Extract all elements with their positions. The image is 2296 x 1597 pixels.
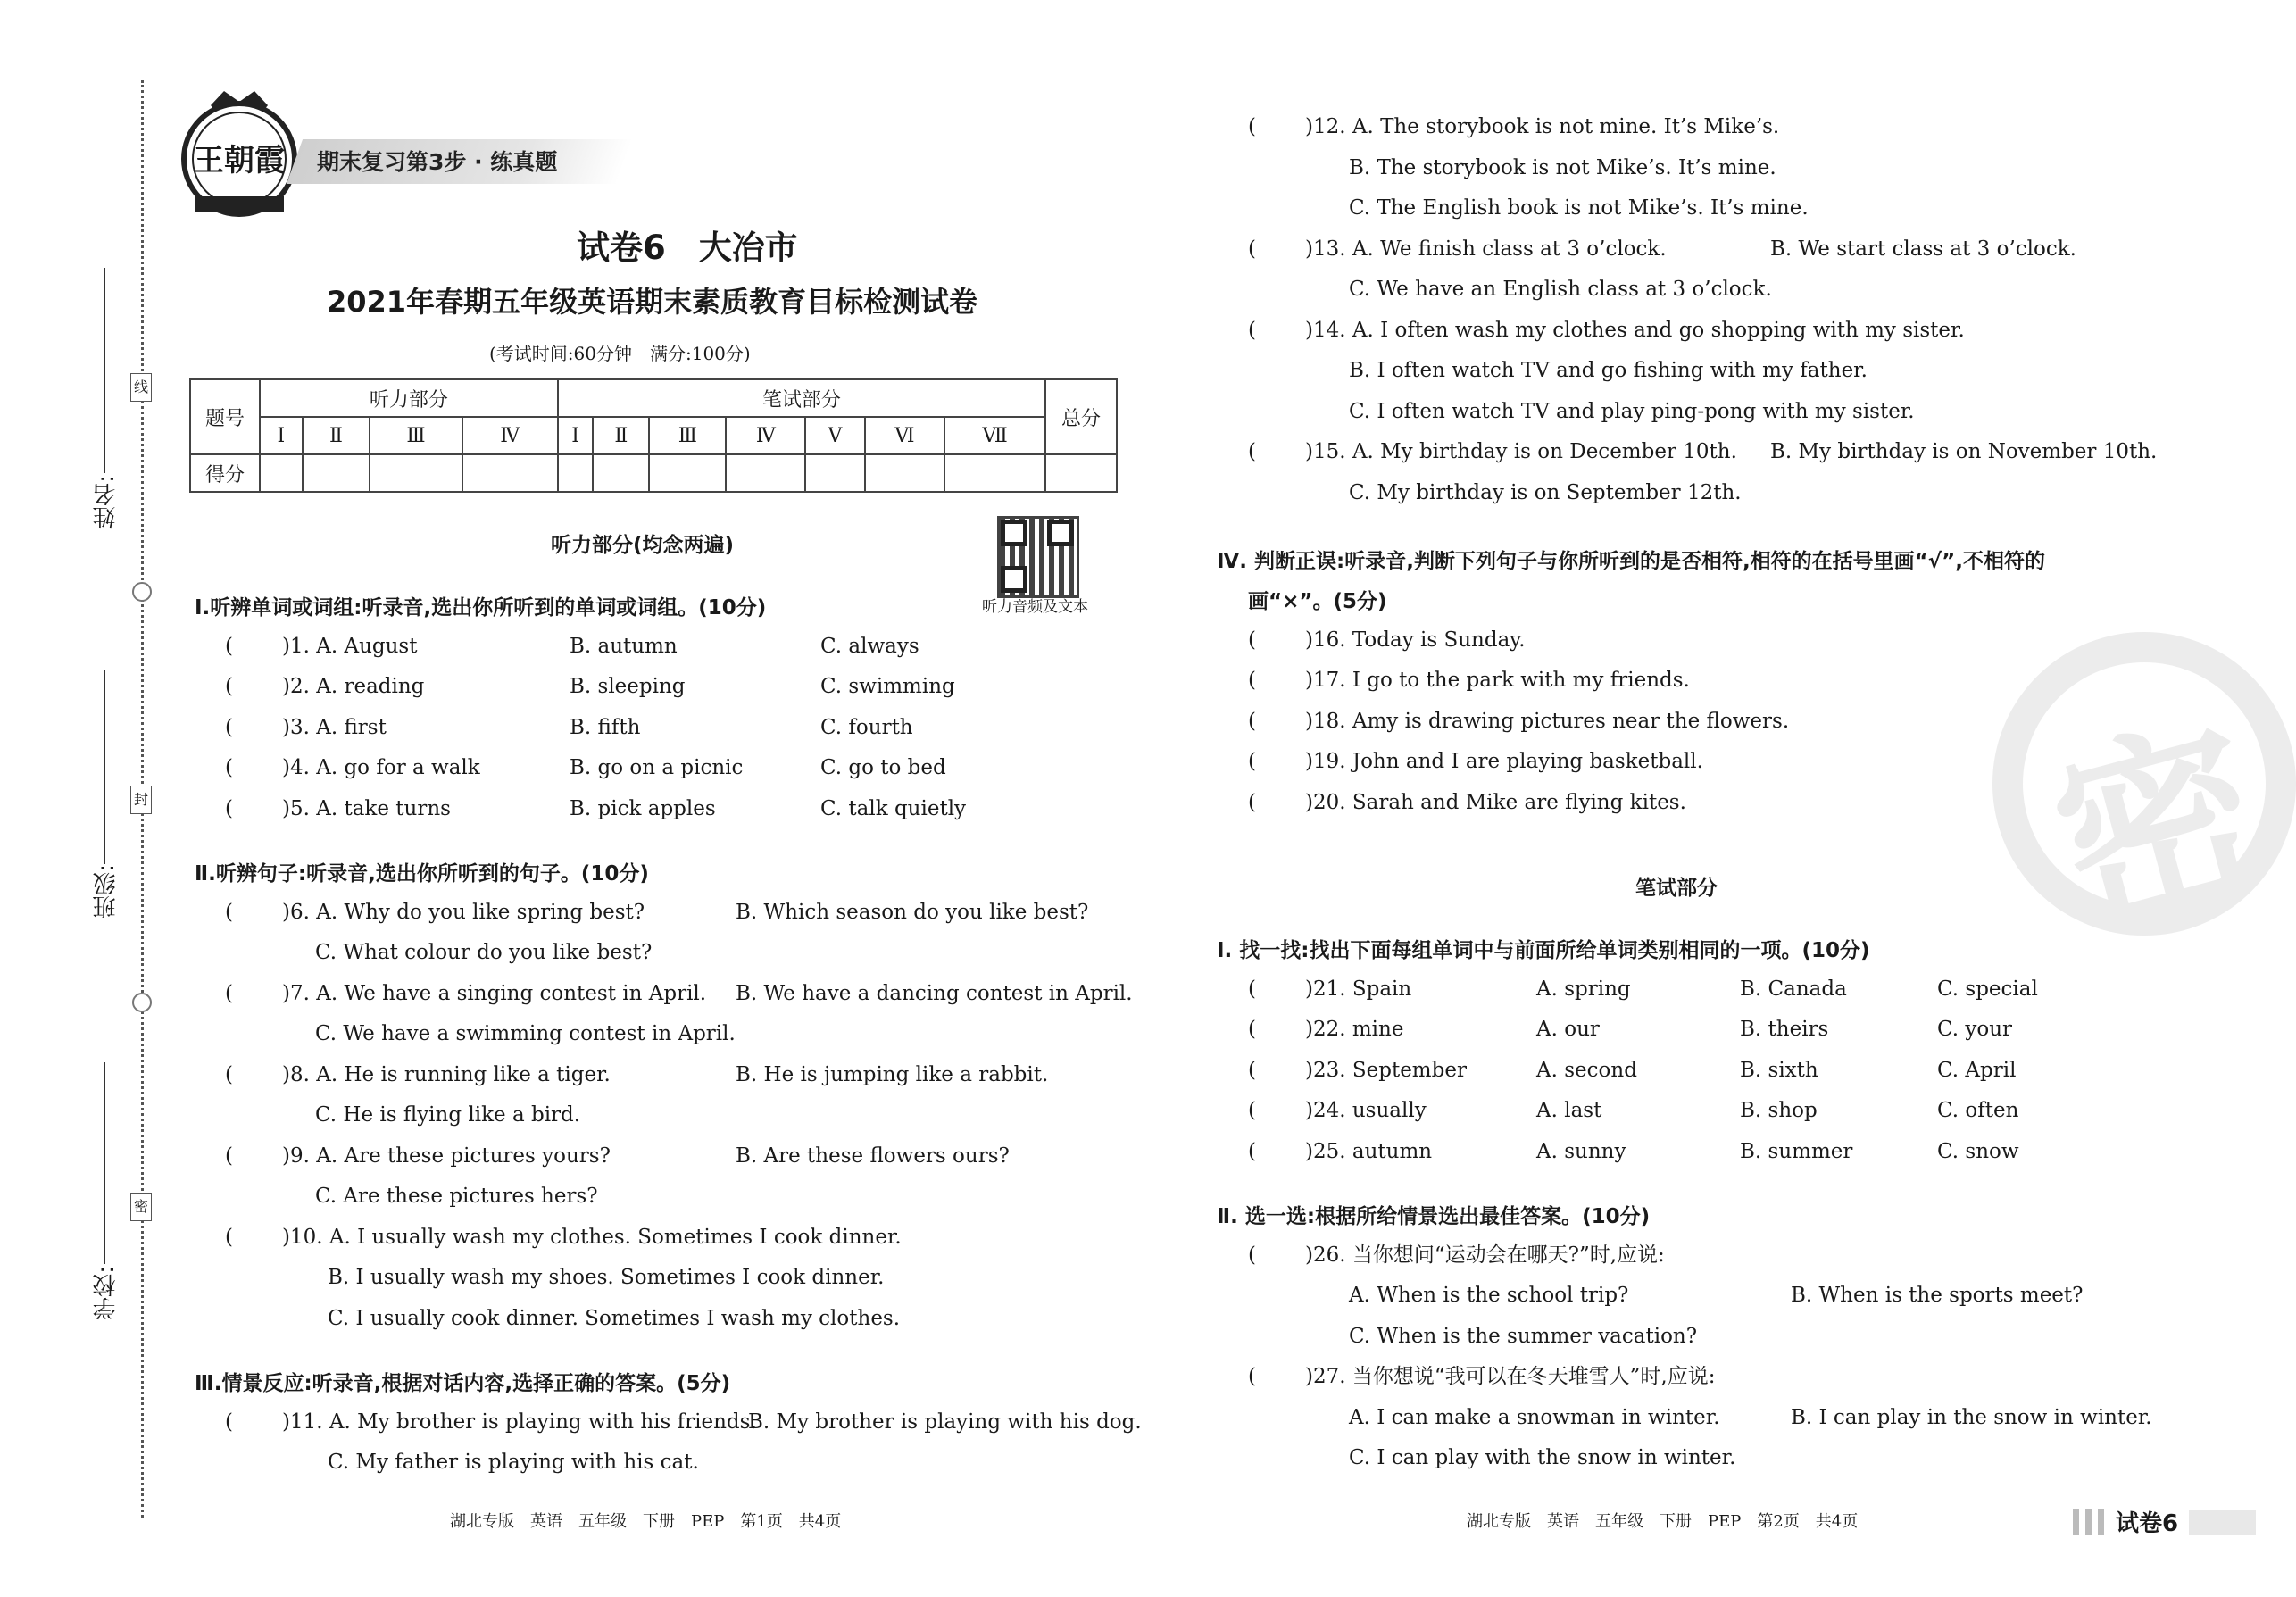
paren[interactable]: ( [225, 901, 233, 924]
score-cell[interactable] [370, 454, 462, 492]
q8-a: )8. A. He is running like a tiger. [282, 1063, 611, 1086]
paren[interactable]: ( [225, 1410, 233, 1434]
footer-right: 湖北专版 英语 五年级 下册 PEP 第2页 共4页 [1467, 1512, 1859, 1531]
q8-c: C. He is flying like a bird. [315, 1103, 581, 1127]
score-cell[interactable] [558, 454, 594, 492]
written-header: 笔试部分 [558, 379, 1045, 417]
score-cell[interactable] [649, 454, 726, 492]
written-heading: 笔试部分 [1635, 877, 1718, 900]
score-cell[interactable] [260, 454, 303, 492]
footer-paper-tag: 试卷6 [2116, 1510, 2179, 1537]
q11-b: B. My brother is playing with his dog. [748, 1410, 1142, 1434]
qr-caption: 听力音频及文本 [982, 598, 1088, 616]
q7-b: B. We have a dancing contest in April. [736, 982, 1133, 1005]
col-written-3: Ⅲ [649, 417, 726, 454]
class-field[interactable] [104, 670, 105, 864]
q17: )17. I go to the park with my friends. [1305, 669, 1690, 692]
total-header: 总分 [1045, 379, 1117, 454]
paren[interactable]: ( [1248, 440, 1256, 463]
score-cell[interactable] [462, 454, 558, 492]
score-cell[interactable] [865, 454, 945, 492]
q5-b: B. pick apples [570, 797, 716, 820]
paren[interactable]: ( [225, 1226, 233, 1249]
q9-c: C. Are these pictures hers? [315, 1185, 598, 1208]
logo-text: 王朝霞 [194, 143, 285, 179]
q3-a: )3. A. first [282, 716, 387, 739]
q26-a: A. When is the school trip? [1349, 1284, 1629, 1307]
q12-c: C. The English book is not Mike’s. It’s mine. [1349, 196, 1809, 220]
q5-a: )5. A. take turns [282, 797, 451, 820]
q15-b: B. My birthday is on November 10th. [1770, 440, 2158, 463]
q13-b: B. We start class at 3 o’clock. [1770, 237, 2076, 261]
q27-b: B. I can play in the snow in winter. [1791, 1406, 2152, 1429]
q8-b: B. He is jumping like a rabbit. [736, 1063, 1049, 1086]
q15-c: C. My birthday is on September 12th. [1349, 481, 1742, 504]
binding-dot-2 [132, 993, 152, 1012]
paren[interactable]: ( [1248, 319, 1256, 342]
written-section-2-title: Ⅱ. 选一选:根据所给情景选出最佳答案。(10分) [1217, 1205, 1651, 1228]
q1-b: B. autumn [570, 635, 678, 658]
binding-mark-feng: 封 [130, 786, 152, 814]
name-field[interactable] [104, 268, 105, 473]
q27-c: C. I can play with the snow in winter. [1349, 1446, 1736, 1469]
q4-b: B. go on a picnic [570, 756, 744, 779]
q21-c: C. special [1937, 977, 2038, 1001]
q15-a: )15. A. My birthday is on December 10th. [1305, 440, 1737, 463]
q11-a: )11. A. My brother is playing with his friends. [282, 1410, 757, 1434]
q25-c: C. snow [1937, 1140, 2019, 1163]
q12-a: )12. A. The storybook is not mine. It’s Mike’s. [1305, 115, 1780, 138]
section-3-title: Ⅲ.情景反应:听录音,根据对话内容,选择正确的答案。(5分) [195, 1372, 731, 1395]
q27: )27. 当你想说“我可以在冬天堆雪人”时,应说: [1305, 1365, 1716, 1388]
q20: )20. Sarah and Mike are flying kites. [1305, 791, 1686, 814]
q13-a: )13. A. We finish class at 3 o’clock. [1305, 237, 1667, 261]
q23-c: C. April [1937, 1059, 2017, 1082]
q18: )18. Amy is drawing pictures near the flowers. [1305, 710, 1790, 733]
paren[interactable]: ( [1248, 115, 1256, 138]
q6-c: C. What colour do you like best? [315, 941, 653, 964]
paren[interactable]: ( [225, 716, 233, 739]
col-written-2: Ⅱ [593, 417, 649, 454]
paren[interactable]: ( [1248, 1140, 1256, 1163]
col-written-4: Ⅳ [726, 417, 805, 454]
q11-c: C. My father is playing with his cat. [328, 1451, 699, 1474]
q26-c: C. When is the summer vacation? [1349, 1325, 1698, 1348]
paper-title: 试卷6 大冶市 [577, 229, 798, 267]
school-field[interactable] [104, 1062, 105, 1264]
q25-a: A. sunny [1536, 1140, 1626, 1163]
score-cell[interactable] [805, 454, 864, 492]
score-row-label: 得分 [190, 454, 260, 492]
q23: )23. September [1305, 1059, 1467, 1082]
q3-b: B. fifth [570, 716, 641, 739]
logo-ribbon [195, 196, 284, 212]
q16: )16. Today is Sunday. [1305, 628, 1526, 652]
q1-c: C. always [820, 635, 919, 658]
step-banner-text: 期末复习第3步 · 练真题 [317, 149, 558, 175]
q4-c: C. go to bed [820, 756, 946, 779]
q6-b: B. Which season do you like best? [736, 901, 1089, 924]
q22-c: C. your [1937, 1018, 2013, 1041]
section-2-title: Ⅱ.听辨句子:听录音,选出你所听到的句子。(10分) [195, 862, 649, 886]
col-written-1: Ⅰ [558, 417, 594, 454]
q21: )21. Spain [1305, 977, 1412, 1001]
score-table [189, 378, 1118, 493]
paren[interactable]: ( [1248, 628, 1256, 652]
q24-b: B. shop [1740, 1099, 1818, 1122]
paren[interactable]: ( [1248, 791, 1256, 814]
paren[interactable]: ( [1248, 1018, 1256, 1041]
q27-a: A. I can make a snowman in winter. [1349, 1406, 1720, 1429]
binding-dot-1 [132, 582, 152, 602]
q14-a: )14. A. I often wash my clothes and go shopping with my sister. [1305, 319, 1965, 342]
q7-a: )7. A. We have a singing contest in April. [282, 982, 707, 1005]
q22-a: A. our [1536, 1018, 1600, 1041]
paren[interactable]: ( [225, 1063, 233, 1086]
q10-b: B. I usually wash my shoes. Sometimes I cook dinner. [328, 1266, 885, 1289]
score-table-header-label: 题号 [190, 379, 260, 454]
q9-b: B. Are these flowers ours? [736, 1144, 1010, 1168]
col-listening-2: Ⅱ [303, 417, 370, 454]
listening-heading: 听力部分(均念两遍) [551, 534, 735, 557]
q10-c: C. I usually cook dinner. Sometimes I wash my clothes. [328, 1307, 901, 1330]
q2-a: )2. A. reading [282, 675, 425, 698]
paren[interactable]: ( [1248, 1243, 1256, 1267]
paren[interactable]: ( [1248, 237, 1256, 261]
paren[interactable]: ( [225, 1144, 233, 1168]
paren[interactable]: ( [225, 756, 233, 779]
q12-b: B. The storybook is not Mike’s. It’s mine. [1349, 156, 1776, 179]
paren[interactable]: ( [225, 635, 233, 658]
q5-c: C. talk quietly [820, 797, 967, 820]
binding-mark-mi: 密 [130, 1193, 152, 1221]
q21-a: A. spring [1536, 977, 1631, 1001]
name-label: 姓名: [93, 475, 120, 529]
paren[interactable]: ( [1248, 977, 1256, 1001]
q14-b: B. I often watch TV and go fishing with my father. [1349, 359, 1868, 382]
section-1-title: Ⅰ.听辨单词或词组:听录音,选出你所听到的单词或词组。(10分) [195, 596, 767, 620]
paren[interactable]: ( [1248, 710, 1256, 733]
score-cell[interactable] [1045, 454, 1117, 492]
q7-c: C. We have a swimming contest in April. [315, 1022, 736, 1045]
paren[interactable]: ( [1248, 1365, 1256, 1388]
q26: )26. 当你想问“运动会在哪天?”时,应说: [1305, 1243, 1665, 1267]
q24: )24. usually [1305, 1099, 1427, 1122]
qr-corner-tr [1047, 520, 1074, 546]
col-listening-1: Ⅰ [260, 417, 303, 454]
q25-b: B. summer [1740, 1140, 1853, 1163]
footer-tag-bar [2189, 1510, 2256, 1535]
q25: )25. autumn [1305, 1140, 1433, 1163]
score-cell[interactable] [303, 454, 370, 492]
q22: )22. mine [1305, 1018, 1404, 1041]
section-4-title-line1: Ⅳ. 判断正误:听录音,判断下列句子与你所听到的是否相符,相符的在括号里画“√”,不相符的 [1217, 550, 2045, 573]
qr-corner-tl [1001, 520, 1027, 546]
q9-a: )9. A. Are these pictures yours? [282, 1144, 611, 1168]
q26-b: B. When is the sports meet? [1791, 1284, 2084, 1307]
q3-c: C. fourth [820, 716, 913, 739]
q14-c: C. I often watch TV and play ping-pong with my sister. [1349, 400, 1915, 423]
listening-header: 听力部分 [260, 379, 558, 417]
class-label: 班级: [93, 864, 120, 919]
q1-a: )1. A. August [282, 635, 418, 658]
score-cell[interactable] [944, 454, 1045, 492]
section-4-title-line2: 画“×”。(5分) [1248, 590, 1387, 613]
paren[interactable]: ( [1248, 750, 1256, 773]
written-section-1-title: Ⅰ. 找一找:找出下面每组单词中与前面所给单词类别相同的一项。(10分) [1217, 939, 1870, 962]
q21-b: B. Canada [1740, 977, 1847, 1001]
col-written-7: Ⅶ [944, 417, 1045, 454]
score-cell[interactable] [593, 454, 649, 492]
score-cell[interactable] [726, 454, 805, 492]
col-listening-4: Ⅳ [462, 417, 558, 454]
paren[interactable]: ( [225, 797, 233, 820]
qr-corner-bl [1001, 566, 1027, 593]
q2-b: B. sleeping [570, 675, 686, 698]
q2-c: C. swimming [820, 675, 955, 698]
q19: )19. John and I are playing basketball. [1305, 750, 1703, 773]
paper-subtitle: 2021年春期五年级英语期末素质教育目标检测试卷 [327, 285, 978, 319]
paren[interactable]: ( [1248, 669, 1256, 692]
q6-a: )6. A. Why do you like spring best? [282, 901, 645, 924]
footer-left: 湖北专版 英语 五年级 下册 PEP 第1页 共4页 [450, 1512, 842, 1531]
col-listening-3: Ⅲ [370, 417, 462, 454]
q13-c: C. We have an English class at 3 o’clock. [1349, 278, 1772, 301]
paren[interactable]: ( [1248, 1059, 1256, 1082]
q23-b: B. sixth [1740, 1059, 1818, 1082]
q24-a: A. last [1536, 1099, 1602, 1122]
col-written-5: Ⅴ [805, 417, 864, 454]
paren[interactable]: ( [225, 675, 233, 698]
q10-a: )10. A. I usually wash my clothes. Sometimes I cook dinner. [282, 1226, 902, 1249]
seal-watermark-glyph: 密 [2033, 693, 2283, 965]
q22-b: B. theirs [1740, 1018, 1829, 1041]
exam-info: (考试时间:60分钟 满分:100分) [489, 343, 751, 364]
q24-c: C. often [1937, 1099, 2019, 1122]
q4-a: )4. A. go for a walk [282, 756, 480, 779]
q23-a: A. second [1536, 1059, 1637, 1082]
school-label: 学校: [93, 1266, 120, 1320]
footer-tag-pattern [2073, 1509, 2110, 1535]
paren[interactable]: ( [1248, 1099, 1256, 1122]
col-written-6: Ⅵ [865, 417, 945, 454]
binding-mark-xian: 线 [130, 373, 152, 402]
paren[interactable]: ( [225, 982, 233, 1005]
